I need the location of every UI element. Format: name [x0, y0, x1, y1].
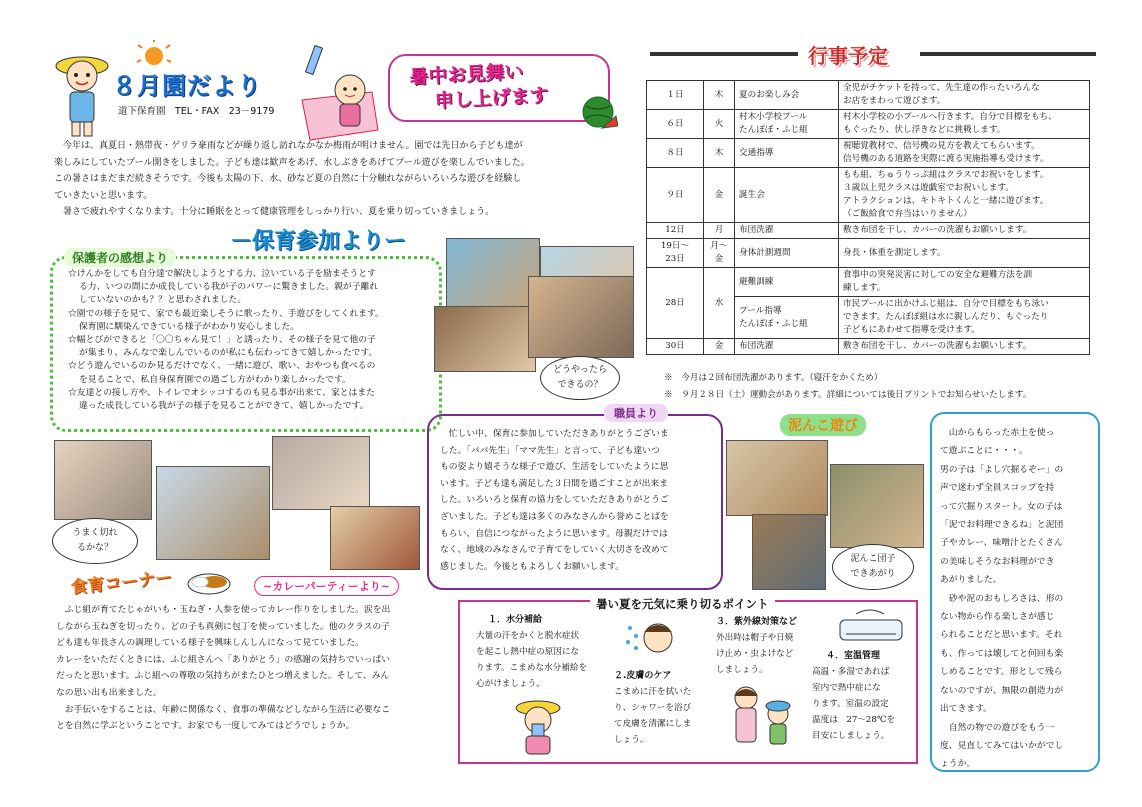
- schedule-date: 30日: [647, 339, 704, 355]
- schedule-note: 村木小学校の小プールへ行きます。自分で目標をもち、 もぐったり、伏し浮きなどに挑戦します。: [839, 110, 1090, 139]
- intro-line: この暑さはまだまだ続きそうです。今後も太陽の下、水、砂など夏の自然に十分触れながらいろいろな遊びを経験し: [54, 174, 522, 184]
- staff-line: 感じました。今後ともよろしくお願いします。: [440, 561, 625, 572]
- tip3-line: け止め・虫よけなど: [716, 649, 794, 659]
- schedule-row: [647, 339, 1090, 355]
- schedule-note: 敷き布団を干し、カバーの洗濯もお願いします。: [839, 223, 1090, 239]
- staff-line: もの姿より嬉そうな様子で遊び、生活をしていたように思: [440, 462, 669, 473]
- bubble-how-to-play: どうやったら できるの？: [540, 356, 620, 400]
- parent-comments-head: 保護者の感想より: [64, 248, 176, 267]
- schedule-weekday: 月: [704, 223, 735, 239]
- schedule-weekday: 月～ 金: [704, 239, 735, 268]
- staff-line: なく、地域のみなさんで子育てをしていく大切さを改めて: [440, 545, 669, 556]
- mud-line: ょうか。: [940, 759, 976, 770]
- mud-line: の美味しそうなお料理ができ: [940, 556, 1055, 567]
- schedule-event: 避難訓練: [735, 268, 839, 297]
- schedule-row: [647, 139, 1090, 168]
- mud-line: 声で迷わず全員スコップを持: [940, 483, 1055, 494]
- staff-line: もらい、自信につながったように思います。母親だけでは: [440, 528, 668, 539]
- tip1-head: １．水分補給: [488, 615, 543, 625]
- mud-line: 男の子は「よし穴掘るぞー」の: [940, 464, 1064, 475]
- schedule-date: 19日～ 23日: [647, 239, 704, 268]
- kid-with-hat-icon: [56, 57, 108, 136]
- staff-line: います。子ども達も満足した３日間を過ごすことが出来ま: [440, 478, 669, 489]
- food-line: だったと思います。ふじ組への尊敬の気持ちがまたひとつ増えました。そして、みん: [56, 671, 390, 682]
- tip4-line: 高温・多湿であれば: [812, 667, 890, 677]
- mud-line: て遊ぶことに・・・。: [940, 446, 1028, 457]
- photo-cooking: [272, 436, 370, 510]
- mud-play-text: [940, 424, 1090, 774]
- mud-line: 山からもらった赤土を使っ: [948, 428, 1055, 438]
- summer-greeting: [409, 58, 549, 115]
- schedule-date: 28日: [647, 268, 704, 339]
- schedule-weekday: 火: [704, 110, 735, 139]
- tip3-line: 外出時は帽子や日焼: [716, 633, 794, 643]
- page-title: ８月園だより: [112, 72, 262, 100]
- food-line: お手伝いをすることは、年齢に関係なく、食事の準備などしながら生活に必要なこ: [64, 704, 391, 715]
- tip4-line: ります。室温の設定: [812, 699, 889, 709]
- food-text: [56, 602, 450, 735]
- parent-line: る力、いつの間にか成長している我が子のパワーに驚きました。親が子離れ: [79, 282, 379, 293]
- schedule-table: [646, 80, 1090, 355]
- parent-comments: [68, 268, 430, 413]
- parent-line: ☆どう遊んでいるのか見るだけでなく、一緒に遊び、歌い、おやつも食べるの: [68, 361, 376, 372]
- schedule-note-1: ※ 今月は２回布団洗濯があります。（寝汗をかくため）: [664, 373, 883, 383]
- photo-pool: [446, 238, 540, 310]
- parent-line: ☆幅とびができると「〇〇ちゃん見て！」と誘ったり、その様子を見て他の子: [68, 335, 376, 346]
- staff-line: 忙しい中、保育に参加していただきありがとうございま: [448, 429, 669, 439]
- participation-banner: －保育参加よりー: [230, 229, 407, 254]
- schedule-note: もも組、ちゅうりっぷ組はクラスでお祝いをします。 ３歳以上児クラスは遊戯室でお祝いします。 アトラクションは、キトキトくんと一緒に遊びます。 （ご飯給食で弁当はいりません）: [839, 168, 1090, 223]
- schedule-row: [647, 110, 1090, 139]
- photo-class-meal: [156, 466, 270, 560]
- mud-line: しめることです。形として残ら: [940, 667, 1063, 678]
- schedule-event: 誕生会: [735, 168, 839, 223]
- schedule-weekday: 木: [704, 81, 735, 110]
- photo-mud-cooking: [830, 464, 924, 548]
- photo-digging: [726, 440, 828, 516]
- tip3-line: しましょう。: [716, 665, 768, 675]
- summer-greeting-line2: 申し上げます: [434, 84, 550, 113]
- schedule-event: 交通指導: [735, 139, 839, 168]
- tip1-line: を起こし熱中症の原因にな: [476, 647, 580, 657]
- food-corner-head: 食育コーナー: [69, 567, 174, 599]
- intro-line: 今年は、真夏日・熱帯夜・ゲリラ豪雨などが繰り返し訪れなかなか梅雨が明けません。園では先日から子ども達が: [63, 141, 523, 151]
- schedule-weekday: 金: [704, 339, 735, 355]
- intro-line: 楽しみにしていたプール開きをしました。子ども達は歓声をあげ、水しぶきをあげてプール遊びを楽しんでいました。: [54, 157, 530, 168]
- schedule-note: 身長・体重を測定します。: [839, 239, 1090, 268]
- kid-drinking-icon: [510, 696, 566, 756]
- schedule-note: 食事中の突発災害に対しての安全な避難方法を訓 練します。: [839, 268, 1090, 297]
- watermelon-icon: [578, 92, 618, 132]
- mud-line: あがりました。: [940, 575, 1002, 586]
- mud-line: 「泥でお料理できるね」と泥団: [940, 520, 1064, 531]
- air-conditioner-icon: [836, 606, 906, 646]
- mud-play-head: 泥んこ遊び: [780, 414, 866, 436]
- schedule-event: 村木小学校プール たんぽぽ・ふじ組: [735, 110, 839, 139]
- tip1-line: 大量の汗をかくと脱水症状: [476, 631, 580, 641]
- tip2-text: [614, 684, 714, 748]
- food-line: カレーをいただくときには、ふじ組さんへ「ありがとう」の感謝の気持ちでいっぱい: [56, 654, 391, 665]
- tip4-text: [812, 664, 910, 744]
- bubble-mud-ball: 泥んこ団子 できあがり: [832, 544, 914, 590]
- parent-line: 違った成長している我が子の様子を見ることができて、嬉しかったです。: [79, 401, 369, 412]
- schedule-row: [647, 239, 1090, 268]
- intro-text: [54, 138, 596, 221]
- intro-line: 暑さで疲れやすくなります。十分に睡眠をとって健康管理をしっかり行い、夏を乗り切っていきましょう。: [63, 207, 495, 217]
- intro-line: ていきたいと思います。: [54, 190, 153, 201]
- schedule-note-2: ※ ９月２８日（土）運動会があります。詳細については後日プリントでお知らせいたします。: [664, 390, 1032, 400]
- mud-line: 子やカレー、味噌汁とたくさん: [940, 538, 1063, 549]
- photo-snack: [528, 276, 634, 358]
- tip4-head: ４．室温管理: [826, 651, 881, 661]
- parent-line: ☆園での様子を見て、家でも最近楽しそうに歌ったり、手遊びをしてくれます。: [68, 308, 384, 319]
- schedule-weekday: 木: [704, 139, 735, 168]
- food-line: とを自然に学ぶということです。お家でも一度してみてはどうでしょうか。: [56, 721, 355, 732]
- photo-cutting: [54, 440, 152, 520]
- schedule-row: [647, 268, 1090, 297]
- kid-on-towel-icon: [302, 45, 378, 140]
- mud-line: られることだと思います。それ: [940, 630, 1063, 641]
- tip4-line: 目安にしましょう。: [812, 731, 890, 741]
- parent-line: ☆けんかをしても自分達で解決しようとする力、泣いている子を励まそうとす: [68, 269, 376, 279]
- parent-line: を見ることで、私自身保育園での過ごし方がわかり楽しかったです。: [79, 374, 351, 385]
- parent-line: していないのかも？？と思わされました。: [79, 295, 247, 306]
- tip1-line: 心がけましょう。: [476, 679, 545, 689]
- staff-comments-head: 職員より: [604, 404, 668, 422]
- schedule-date: １日: [647, 81, 704, 110]
- photo-mud-ball: [752, 514, 826, 590]
- schedule-date: 12日: [647, 223, 704, 239]
- schedule-row: [647, 223, 1090, 239]
- mud-line: も、作っては壊してと何回も楽: [940, 648, 1064, 659]
- schedule-note: 全児がチケットを持って、先生達の作ったいろんな お店をまわって遊びます。: [839, 81, 1090, 110]
- photo-curry: [330, 506, 420, 570]
- tip4-line: 室内で熱中症にな: [812, 683, 881, 693]
- tip1-text: [476, 628, 612, 692]
- food-line: なの思い出も出来ました。: [56, 687, 162, 698]
- schedule-event: 身体計測週間: [735, 239, 839, 268]
- tip2-line: しょう。: [614, 735, 649, 745]
- parent-line: が集まり、みんなで楽しんでいるのが私にも伝わってきて嬉しかったです。: [79, 348, 378, 359]
- schedule-rule-right: [920, 52, 1096, 56]
- schedule-weekday: 金: [704, 168, 735, 223]
- tip2-line: こまめに汗を拭いた: [614, 687, 692, 697]
- mud-line: 度、見直してみてはいかがでし: [940, 740, 1064, 751]
- schedule-note: 視聴覚教材で、信号機の見方を教えてもらいます。 信号機のある道路を実際に渡る実施指導も受けます。: [839, 139, 1090, 168]
- tip4-line: 温度は 27～28℃を: [812, 715, 896, 725]
- staff-comments: [440, 426, 712, 575]
- parent-line: 保育園に馴染んできている様子がわかり安心しました。: [79, 321, 299, 332]
- schedule-row: [647, 81, 1090, 110]
- mother-child-icon: [724, 684, 804, 750]
- schedule-title: 行事予定: [808, 44, 888, 68]
- nursery-contact: 道下保育園 TEL・FAX 23－9179: [118, 106, 275, 117]
- photo-gym: [434, 306, 536, 372]
- parent-line: ☆友達との接し方や、トイレでオシッコするのも見る事が出来て、家とはまた: [68, 387, 375, 398]
- food-line: しながら玉ねぎを切ったり、どの子も真剣に包丁を使っていました。他のクラスの子: [56, 621, 391, 632]
- summer-greeting-line1: 暑中お見舞い: [408, 60, 524, 89]
- schedule-event: 布団洗濯: [735, 339, 839, 355]
- staff-line: ざいました。子ども達は多くのみなさんから誉めことばを: [440, 511, 669, 522]
- staff-line: した。いろいろと保育の協力をしていただきありがとうご: [440, 495, 669, 506]
- schedule-date: ９日: [647, 168, 704, 223]
- tip1-line: ります。こまめな水分補給を: [476, 663, 588, 673]
- tip2-line: り、シャワーを浴び: [614, 703, 692, 713]
- bubble-cut-well: うまく切れ るかな？: [52, 518, 138, 564]
- schedule-event: 夏のお楽しみ会: [735, 81, 839, 110]
- tip3-text: [716, 630, 812, 678]
- staff-line: した。「パパ先生」「ママ先生」と言って、子ども達いつ: [440, 445, 660, 456]
- curry-icon: [186, 562, 232, 596]
- mud-line: 砂や泥のおもしろさは、形の: [948, 593, 1064, 604]
- sun-icon: [137, 40, 171, 65]
- tip2-line: て皮膚を清潔にしま: [614, 719, 692, 729]
- schedule-event: プール指導 たんぽぽ・ふじ組: [735, 297, 839, 339]
- schedule-date: ８日: [647, 139, 704, 168]
- food-line: ども達も年長さんの調理している様子を興味しんしんになって見ていました。: [56, 638, 364, 649]
- tips-title: 暑い夏を元気に乗り切るポイント: [590, 596, 775, 612]
- mud-line: ないのですが、無限の創造力が: [940, 685, 1064, 696]
- kid-shower-icon: [622, 614, 678, 668]
- schedule-event: 布団洗濯: [735, 223, 839, 239]
- mud-line: 自然の物での遊びをもう一: [948, 722, 1055, 733]
- mud-line: って穴掘りスタート。女の子は: [940, 501, 1063, 512]
- food-subhead: ~カレーパーティーより~: [254, 576, 399, 596]
- schedule-date: ６日: [647, 110, 704, 139]
- tip3-head: ３．紫外線対策など: [716, 617, 798, 627]
- food-line: ふじ組が育てたじゃがいも・玉ねぎ・人参を使ってカレー作りをしました。涙を出: [64, 605, 391, 615]
- schedule-weekday: 水: [704, 268, 735, 339]
- schedule-row: [647, 168, 1090, 223]
- schedule-rule-left: [650, 52, 798, 56]
- schedule-note: 市民プールに出かけふじ組は、自分で目標をもち泳い できます。たんぽぽ組は水に親しんだり、もぐったり 子どもにあわせて指導を受けます。: [839, 297, 1090, 339]
- mud-line: ない物から作る楽しさが感じ: [940, 612, 1055, 623]
- schedule-note: 敷き布団を干し、カバーの洗濯もお願いします。: [839, 339, 1090, 355]
- mud-line: 出てきます。: [940, 704, 993, 715]
- tip2-head: ２.皮膚のケア: [614, 671, 672, 681]
